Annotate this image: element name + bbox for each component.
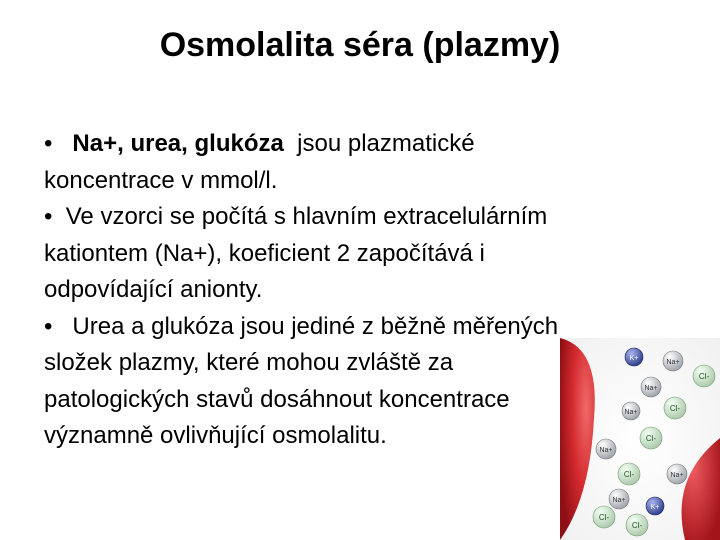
svg-text:Na+: Na+	[624, 409, 638, 416]
bullet-1-line-2: koncentrace v mmol/l.	[44, 166, 278, 194]
bullet-2-line-1	[44, 199, 704, 236]
bullet-3-line-4: významně ovlivňující osmolalitu.	[44, 422, 387, 449]
svg-text:Cl-: Cl-	[669, 404, 681, 413]
bullet-3-line-1	[44, 309, 704, 346]
svg-text:K+: K+	[629, 355, 639, 362]
svg-text:K+: K+	[650, 504, 660, 511]
bullet-3-line-2: složek plazmy, které mohou zvláště za	[44, 349, 454, 376]
svg-text:Cl-: Cl-	[623, 470, 635, 479]
svg-text:Na+: Na+	[644, 385, 658, 392]
na-ion	[667, 464, 687, 484]
cl-ion	[593, 506, 615, 528]
svg-text:Cl-: Cl-	[631, 521, 643, 530]
bullet-1-text: jsou plazmatické	[297, 130, 475, 157]
bullet-2-text: Ve vzorci se počítá s hlavním extracelulárním	[65, 203, 548, 230]
bullet-2-line-2: kationtem (Na+), koeficient 2 započítává i	[44, 239, 485, 267]
slide-body	[44, 126, 704, 455]
bullet-marker: •	[44, 130, 53, 157]
bullet-2-line-3: odpovídající anionty.	[44, 276, 263, 303]
svg-text:Na+: Na+	[670, 472, 684, 479]
bullet-1-line-1	[44, 126, 704, 163]
svg-text:Na+: Na+	[666, 359, 680, 366]
cl-ion	[626, 514, 648, 536]
bullet-3-line-3: patologických stavů dosáhnout koncentrace	[44, 385, 510, 413]
slide-title: Osmolalita séra (plazmy)	[159, 26, 561, 64]
bullet-3-text: Urea a glukóza jsou jediné z běžně měřených	[72, 312, 559, 340]
k-ion	[646, 497, 664, 515]
bullet-marker: •	[44, 312, 53, 340]
svg-text:Cl-: Cl-	[598, 513, 610, 522]
svg-text:Cl-: Cl-	[698, 372, 710, 381]
svg-text:Cl-: Cl-	[645, 434, 657, 443]
cl-ion	[618, 463, 640, 485]
na-ion	[609, 489, 629, 509]
svg-text:Na+: Na+	[599, 447, 613, 454]
svg-text:Na+: Na+	[612, 497, 626, 504]
bullet-marker: •	[44, 203, 53, 230]
bullet-1-bold-text: Na+, urea, glukóza	[72, 130, 284, 157]
